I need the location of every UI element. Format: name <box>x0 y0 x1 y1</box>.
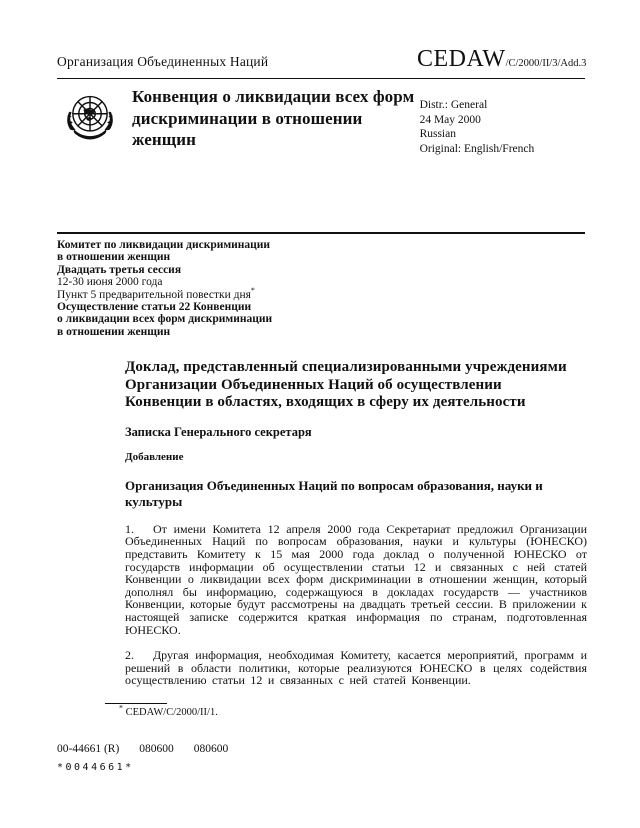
item-title-line2: о ликвидации всех форм дискриминации <box>57 313 273 326</box>
un-emblem-icon <box>57 86 123 152</box>
committee-name-line2: в отношении женщин <box>57 251 171 264</box>
unesco-section-heading: Организация Объединенных Наций по вопросам образования, науки и культуры <box>125 477 543 509</box>
doc-symbol-suffix: /C/2000/II/3/Add.3 <box>505 58 587 69</box>
paragraph-number: 1. <box>125 521 134 536</box>
footnote-text: CEDAW/C/2000/II/1. <box>125 706 218 718</box>
paragraph-1 <box>125 523 587 636</box>
item-title-line1: Осуществление статьи 22 Конвенции <box>57 301 252 314</box>
convention-title: Конвенция о ликвидации всех форм дискриминации в отношении женщин <box>132 87 415 149</box>
footer-codes <box>57 743 228 755</box>
footnote-marker: * <box>250 285 255 295</box>
footnote <box>119 703 585 718</box>
doc-symbol <box>417 46 585 73</box>
addendum-label: Добавление <box>125 450 184 463</box>
original-language-line: Original: English/French <box>419 142 535 155</box>
main-body <box>125 359 587 687</box>
page-footer <box>57 743 228 773</box>
date-line: 24 May 2000 <box>419 113 481 126</box>
paragraph-text: От имени Комитета 12 апреля 2000 года Секретариат предложил Организации Объединенных Наций по вопросам образования, науки и культуры (ЮНЕСКО) представить Комитету к 15 мая 2000 года доклад о полученной ЮНЕСКО от государств информации об осуществлении статьи 12 и связанных с ней статей Конвенции о ликвидации всех форм дискриминации в отношении женщин, который дополнял бы информацию, содержащуюся в докладах государств — участников Конвенции, которые будут рассмотрены на двадцать третьей сессии. В приложении к настоящей записке содержится краткая информация по странам, подготовленная ЮНЕСКО. <box>125 521 587 637</box>
agenda-item: Пункт 5 предварительной повестки дня* <box>57 285 255 301</box>
barcode-text: *0044661* <box>57 762 134 773</box>
paragraph-text: Другая информация, необходимая Комитету, касается мероприятий, программ и решений в области политики, которые реализуются ЮНЕСКО в целях содействия осуществлению статьи 12 и связанных с ней статей Конвенции. <box>125 648 587 688</box>
header-main-row <box>57 86 585 156</box>
header-top-row <box>57 46 585 73</box>
session-dates: 12-30 июня 2000 года <box>57 276 163 289</box>
date-code-1: 080600 <box>139 743 174 755</box>
document-title: Доклад, представленный специализированными учреждениями Организации Объединенных Наций об осуществлении Конвенции в областях, входящих в сферу их деятельности <box>125 359 567 411</box>
document-code: 00-44661 (R) <box>57 743 120 755</box>
date-code-2: 080600 <box>193 743 229 755</box>
committee-name-line1: Комитет по ликвидации дискриминации <box>57 239 271 251</box>
distr-line: Distr.: General <box>419 99 488 111</box>
session-title: Двадцать третья сессия <box>57 263 182 276</box>
header-divider <box>57 78 585 79</box>
paragraph-number: 2. <box>125 648 134 663</box>
footnote-divider <box>105 703 167 704</box>
distribution-info <box>420 86 585 156</box>
committee-block <box>57 239 585 338</box>
section-divider <box>57 232 585 234</box>
item-title-line3: в отношении женщин <box>57 325 171 338</box>
footnote-marker: * <box>119 703 123 713</box>
doc-symbol-main: CEDAW <box>417 46 506 72</box>
org-name: Организация Объединенных Наций <box>57 54 269 69</box>
language-line: Russian <box>419 128 456 140</box>
paragraph-2 <box>125 649 587 687</box>
document-subtitle: Записка Генерального секретаря <box>125 424 312 439</box>
